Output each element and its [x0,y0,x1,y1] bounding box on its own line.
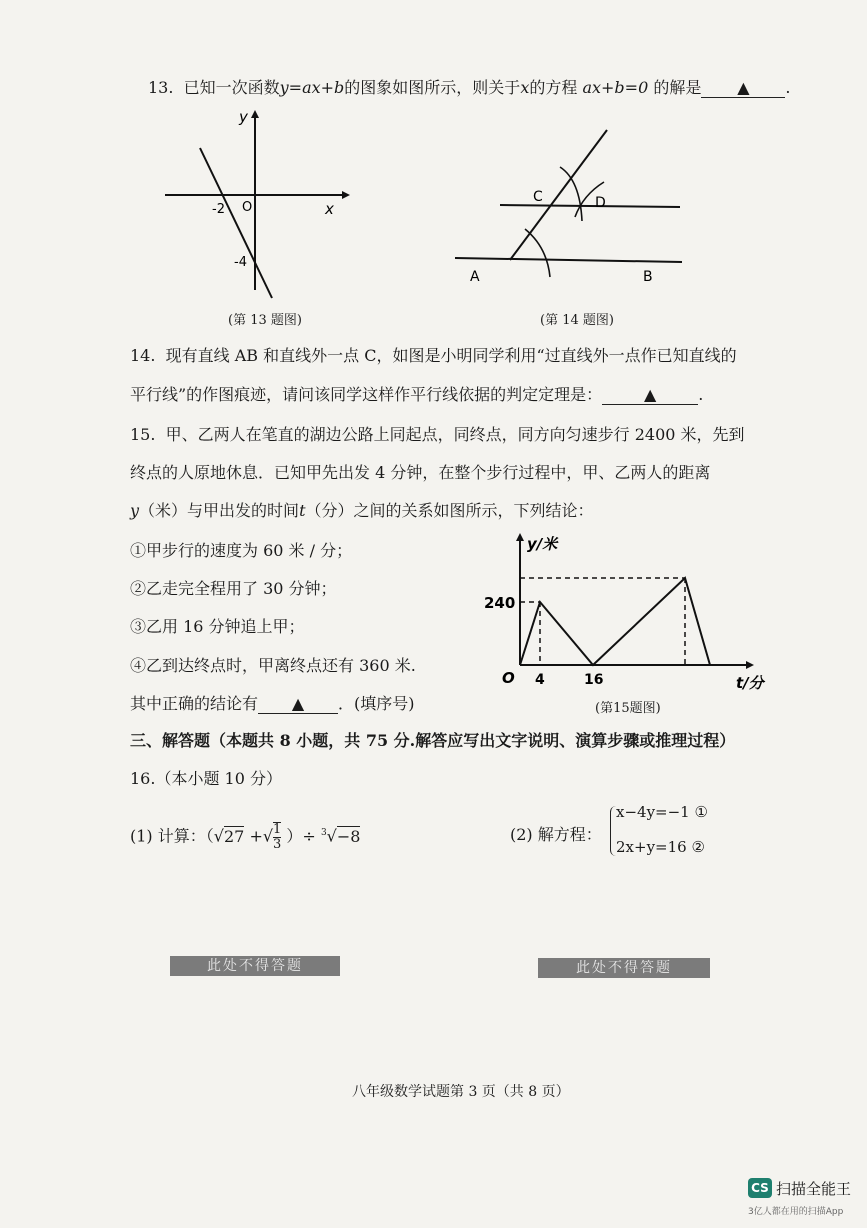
q14-label-c: C [533,189,543,205]
q15-origin-label: O [502,669,515,687]
q15-x-tick-16: 16 [584,672,604,688]
camscanner-subtitle: 3亿人都在用的扫描App [748,1207,844,1217]
q13-origin-label: O [242,200,253,215]
camscanner-name: 扫描全能王 [776,1180,852,1198]
q14-label-b: B [643,269,653,285]
q14-line1: 14. 现有直线 AB 和直线外一点 C，如图是小明同学利用“过直线外一点作已知直线的 [130,346,737,365]
q15-conclusion-2: ②乙走完全程用了 30 分钟； [130,579,337,598]
no-answer-stamp-left: 此处不得答题 [170,956,340,976]
q15-answer-blank: ▲ [258,694,338,714]
q15-figure [480,525,780,700]
q15-x-tick-4: 4 [535,672,545,688]
q13-y-label: y [239,108,248,126]
q16-part1: (1) 计算：（√27 +√ $\frac{1}{3}$ ）÷ $^3$√−8 [130,822,361,852]
sqrt-symbol-2: √ [262,826,274,846]
page-footer: 八年级数学试题第 3 页（共 8 页） [352,1084,570,1100]
cbrt-symbol: √ [326,826,337,846]
section-3-title: 三、解答题（本题共 8 小题，共 75 分.解答应写出文字说明、演算步骤或推理过程） [130,731,736,750]
q16-eq2: 2x+y=16 ② [616,838,705,856]
q15-conclusion-3: ③乙用 16 分钟追上甲； [130,617,305,636]
q15-answer-line: 其中正确的结论有 ▲ ．(填序号) [130,694,415,713]
q15-y-label: y/米 [527,535,558,553]
q15-conclusion-1: ①甲步行的速度为 60 米 / 分； [130,541,353,560]
q15-line1: 15. 甲、乙两人在笔直的湖边公路上同起点，同终点，同方向匀速步行 2400 米，先到 [130,425,745,444]
q14-arc-at-c [560,167,582,221]
q14-line-ab [455,258,682,262]
q13-caption: (第 13 题图) [228,313,302,328]
q14-line2: 平行线”的作图痕迹，请问该同学这样作平行线依据的判定定理是： ▲ . [130,385,704,404]
q15-line3: y（米）与甲出发的时间t（分）之间的关系如图所示，下列结论： [130,501,594,520]
camscanner-logo: CS [748,1178,772,1198]
q13-y-arrow [251,110,259,118]
q13-x-arrow [342,191,350,199]
q15-y-tick-240: 240 [484,594,516,612]
q15-line2: 终点的人原地休息．已知甲先出发 4 分钟，在整个步行过程中，甲、乙两人的距离 [130,463,711,482]
q14-figure [450,125,690,295]
q16-part2-label: (2) 解方程： [510,825,602,844]
q13-answer-blank: ▲ [701,78,785,98]
q13-function-line [200,148,272,298]
sqrt-symbol: √ [213,826,224,846]
q14-caption: (第 14 题图) [540,313,614,328]
q14-label-d: D [595,195,606,211]
q13-figure [160,100,360,300]
q16-header: 16.（本小题 10 分） [130,769,282,788]
q15-y-arrow [516,533,524,541]
q14-label-a: A [470,269,480,285]
no-answer-stamp-right: 此处不得答题 [538,958,710,978]
q14-parallel-line [500,205,680,207]
q15-x-label: t/分 [736,674,764,692]
q15-caption: (第15题图) [595,701,661,716]
q16-eq1: x−4y=−1 ① [616,803,708,821]
q13-x-intercept-label: -2 [212,202,225,217]
q14-transversal [510,130,607,260]
q15-x-arrow [746,661,754,669]
q13-text: 13. 已知一次函数y=ax+b的图象如图所示，则关于x的方程 ax+b=0 的解是 ▲ . [148,78,791,97]
q15-conclusion-4: ④乙到达终点时，甲离终点还有 360 米. [130,656,416,675]
q13-y-intercept-label: -4 [234,255,247,270]
q14-answer-blank: ▲ [602,385,698,405]
q13-x-label: x [325,200,334,218]
q15-distance-graph [520,578,710,665]
